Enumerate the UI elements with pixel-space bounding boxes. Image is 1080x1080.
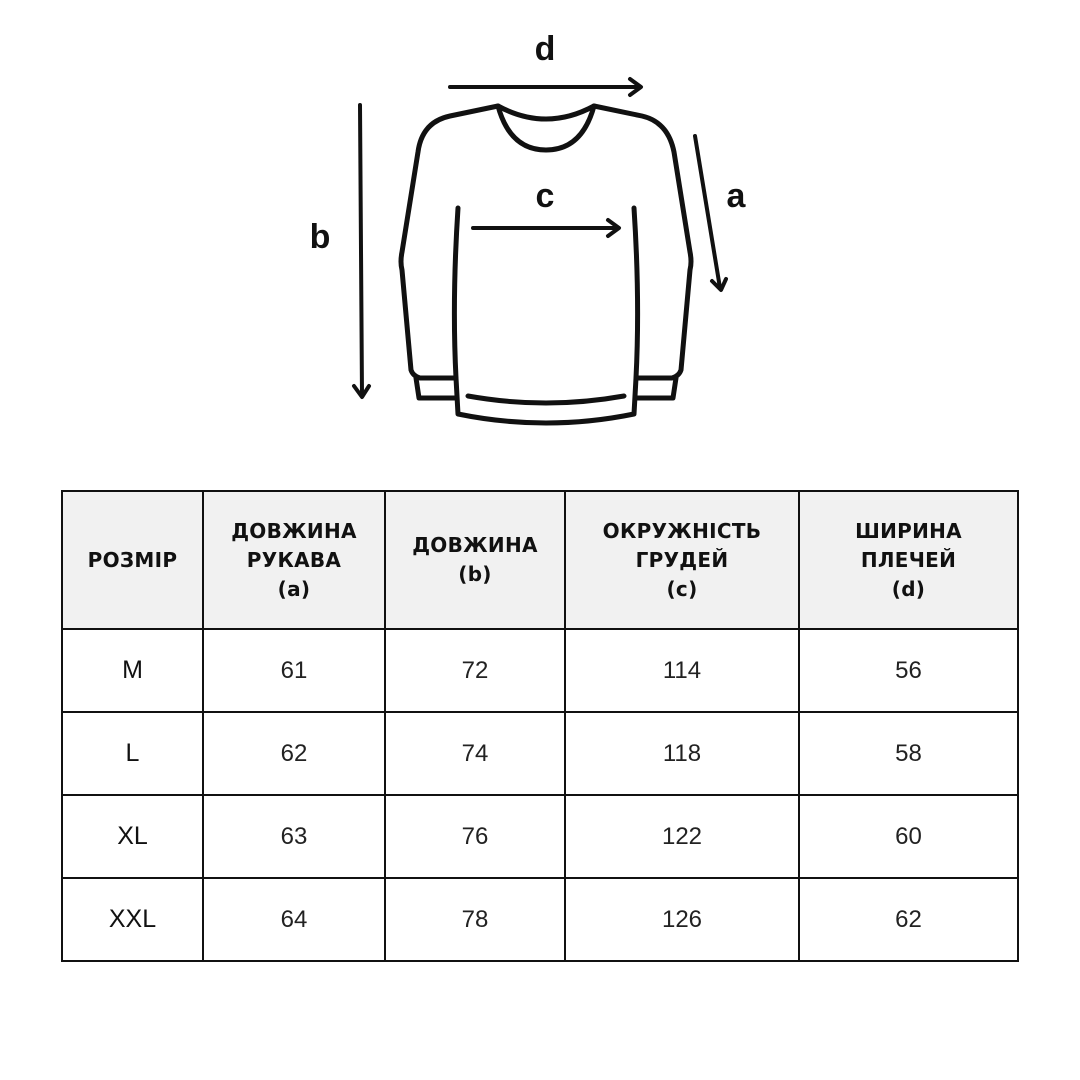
header-line: ДОВЖИНА bbox=[231, 518, 357, 543]
shoulder-width-cell: 62 bbox=[799, 878, 1018, 961]
sleeve-length-cell: 64 bbox=[203, 878, 385, 961]
size-cell: XL bbox=[62, 795, 203, 878]
header-line: (d) bbox=[891, 576, 926, 601]
header-line: ШИРИНА bbox=[855, 518, 962, 543]
header-line: РОЗМІР bbox=[87, 547, 178, 572]
waistband-line bbox=[468, 396, 624, 403]
header-line: (c) bbox=[666, 576, 698, 601]
shoulder-width-cell: 60 bbox=[799, 795, 1018, 878]
table-header-row bbox=[62, 491, 1018, 629]
header-line: ПЛЕЧЕЙ bbox=[860, 547, 957, 572]
chest-cell: 126 bbox=[565, 878, 799, 961]
header-line: РУКАВА bbox=[246, 547, 342, 572]
shoulder-width-cell: 58 bbox=[799, 712, 1018, 795]
label-b: b bbox=[309, 218, 331, 256]
right-body-seam bbox=[634, 208, 638, 378]
table-row bbox=[62, 795, 1018, 878]
sweatshirt-measurement-diagram bbox=[0, 0, 1080, 470]
header-length bbox=[385, 491, 565, 629]
collar-inner bbox=[498, 106, 594, 119]
size-cell: XXL bbox=[62, 878, 203, 961]
left-cuff bbox=[416, 378, 456, 398]
label-d: d bbox=[534, 30, 556, 68]
label-c: c bbox=[535, 177, 555, 215]
header-line: (a) bbox=[277, 576, 311, 601]
header-line: ГРУДЕЙ bbox=[635, 547, 729, 572]
sleeve-length-cell: 62 bbox=[203, 712, 385, 795]
arrow-b-line bbox=[360, 105, 362, 396]
table-body bbox=[62, 629, 1018, 961]
left-body-seam bbox=[454, 208, 458, 378]
chest-cell: 118 bbox=[565, 712, 799, 795]
chest-cell: 114 bbox=[565, 629, 799, 712]
length-cell: 72 bbox=[385, 629, 565, 712]
size-cell: L bbox=[62, 712, 203, 795]
label-a: a bbox=[726, 177, 746, 215]
length-cell: 78 bbox=[385, 878, 565, 961]
header-sleeve-length bbox=[203, 491, 385, 629]
size-chart-table bbox=[61, 490, 1019, 962]
table-row bbox=[62, 878, 1018, 961]
arrow-a-line bbox=[695, 136, 720, 288]
sleeve-length-cell: 63 bbox=[203, 795, 385, 878]
length-cell: 76 bbox=[385, 795, 565, 878]
header-chest bbox=[565, 491, 799, 629]
sleeve-length-cell: 61 bbox=[203, 629, 385, 712]
header-size bbox=[62, 491, 203, 629]
size-cell: M bbox=[62, 629, 203, 712]
shoulder-width-cell: 56 bbox=[799, 629, 1018, 712]
header-line: ОКРУЖНІСТЬ bbox=[602, 518, 762, 543]
table-row bbox=[62, 712, 1018, 795]
sweatshirt-diagram-svg bbox=[0, 0, 1080, 470]
sweatshirt-outline bbox=[401, 106, 691, 423]
chest-cell: 122 bbox=[565, 795, 799, 878]
header-line: (b) bbox=[458, 562, 492, 586]
length-cell: 74 bbox=[385, 712, 565, 795]
header-line: ДОВЖИНА bbox=[412, 533, 538, 557]
header-shoulder-width bbox=[799, 491, 1018, 629]
table-row bbox=[62, 629, 1018, 712]
right-cuff bbox=[636, 378, 676, 398]
